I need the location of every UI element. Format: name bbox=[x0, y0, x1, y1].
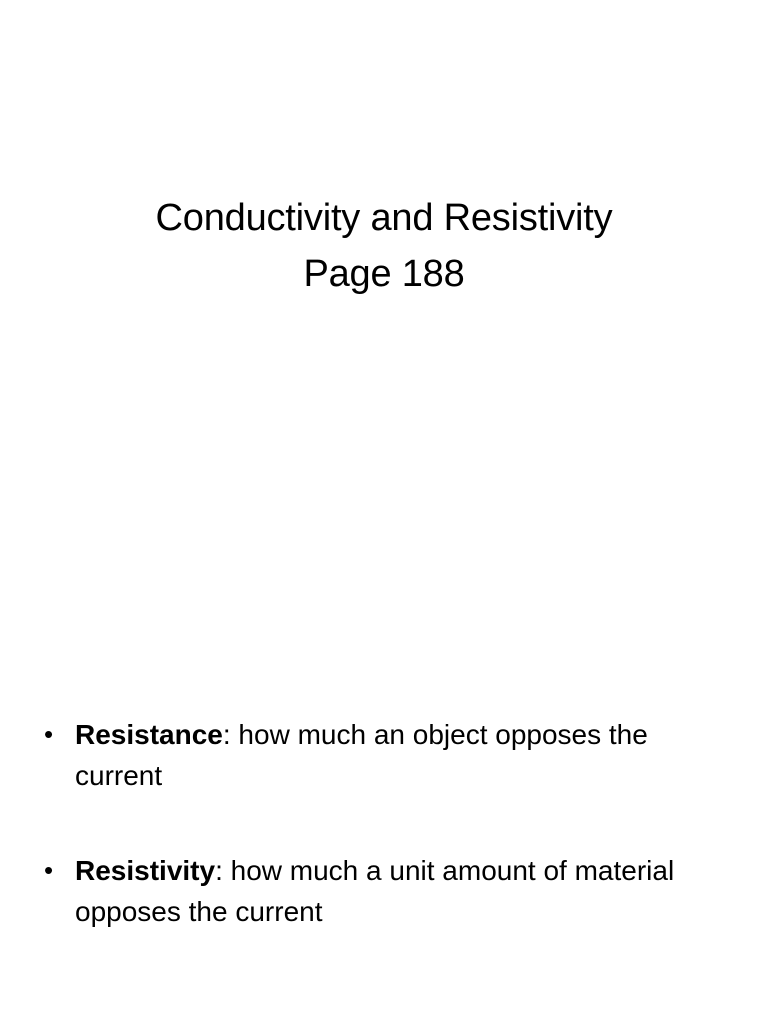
title-line-2: Page 188 bbox=[303, 253, 465, 295]
bullet-icon: • bbox=[44, 719, 54, 749]
bullet-item-resistivity bbox=[44, 850, 724, 932]
slide-title bbox=[0, 190, 768, 302]
bullet-list bbox=[44, 714, 724, 986]
bullet-term: Resistance bbox=[75, 719, 223, 750]
bullet-item-resistance bbox=[44, 714, 724, 796]
bullet-definition: : how much a unit amount of material opposes the current bbox=[75, 855, 675, 927]
bullet-term: Resistivity bbox=[75, 855, 216, 886]
bullet-icon: • bbox=[44, 855, 54, 885]
bullet-definition: : how much an object opposes the current bbox=[75, 719, 648, 791]
title-line-1: Conductivity and Resistivity bbox=[155, 197, 613, 239]
